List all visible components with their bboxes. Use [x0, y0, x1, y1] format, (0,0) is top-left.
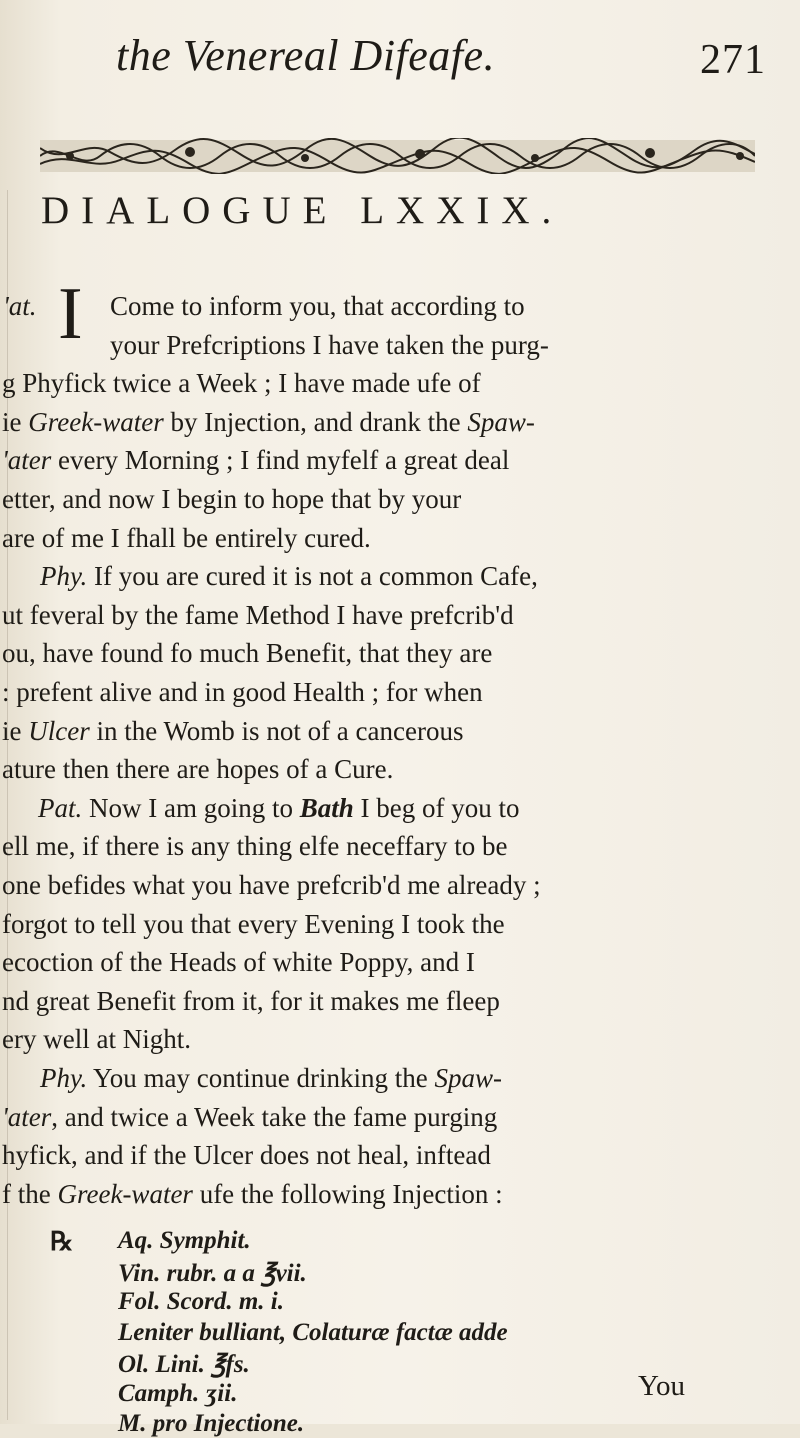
text-line: forgot to tell you that every Evening I took the — [2, 909, 505, 939]
text-line: : prefent alive and in good Health ; for when — [2, 677, 483, 707]
recipe-line: Ol. Lini. ℥fs. — [118, 1351, 250, 1378]
recipe-symbol: ℞ — [50, 1227, 74, 1256]
text-line: ery well at Night. — [2, 1024, 191, 1054]
text-line: nd great Benefit from it, for it makes me fleep — [2, 986, 500, 1016]
text-line: are of me I fhall be entirely cured. — [2, 523, 371, 553]
text-line: ature then there are hopes of a Cure. — [2, 754, 394, 784]
text-line: f the Greek-water ufe the following Injection : — [2, 1179, 503, 1209]
text-line: ie Ulcer in the Womb is not of a cancerous — [2, 716, 464, 746]
text-line: 'ater, and twice a Week take the fame purging — [2, 1102, 498, 1132]
text-line: ou, have found fo much Benefit, that they are — [2, 638, 493, 668]
text-line: ie Greek-water by Injection, and drank the Spaw- — [2, 407, 535, 437]
page-number: 271 — [700, 37, 766, 83]
speaker-abbreviation: 'at. — [3, 291, 37, 321]
recipe-line: Camph. ʒii. — [118, 1380, 238, 1407]
drop-capital: I — [58, 273, 83, 355]
text-line: one befides what you have prefcrib'd me already ; — [2, 870, 541, 900]
text-line: Phy. You may continue drinking the Spaw- — [40, 1063, 502, 1093]
recipe-line: Fol. Scord. m. i. — [118, 1288, 284, 1315]
text-line: etter, and now I begin to hope that by your — [2, 484, 462, 514]
text-line: your Prefcriptions I have taken the purg- — [110, 330, 549, 360]
recipe-line: M. pro Injectione. — [118, 1410, 305, 1437]
text-line: Phy. If you are cured it is not a common Cafe, — [40, 561, 538, 591]
recipe-line: Vin. rubr. a a ℥vii. — [118, 1260, 307, 1287]
catchword: You — [638, 1370, 686, 1402]
text-line: hyfick, and if the Ulcer does not heal, inftead — [2, 1140, 491, 1170]
running-title: the Venereal Difeafe. — [116, 31, 496, 80]
text-line: ecoction of the Heads of white Poppy, and I — [2, 947, 475, 977]
text-line: ut feveral by the fame Method I have prefcrib'd — [2, 600, 514, 630]
recipe-line: Leniter bulliant, Colaturæ factæ adde — [118, 1319, 508, 1346]
text-line: Come to inform you, that according to — [110, 291, 525, 321]
dialogue-heading: DIALOGUE LXXIX. — [41, 189, 564, 232]
decorative-headpiece-icon — [40, 138, 755, 174]
text-line: ell me, if there is any thing elfe neceffary to be — [2, 831, 508, 861]
text-line: Pat. Now I am going to Bath I beg of you to — [38, 793, 520, 823]
recipe-line: Aq. Symphit. — [118, 1227, 251, 1254]
text-line: 'ater every Morning ; I find myfelf a great deal — [2, 445, 510, 475]
text-line: g Phyfick twice a Week ; I have made ufe of — [2, 368, 481, 398]
